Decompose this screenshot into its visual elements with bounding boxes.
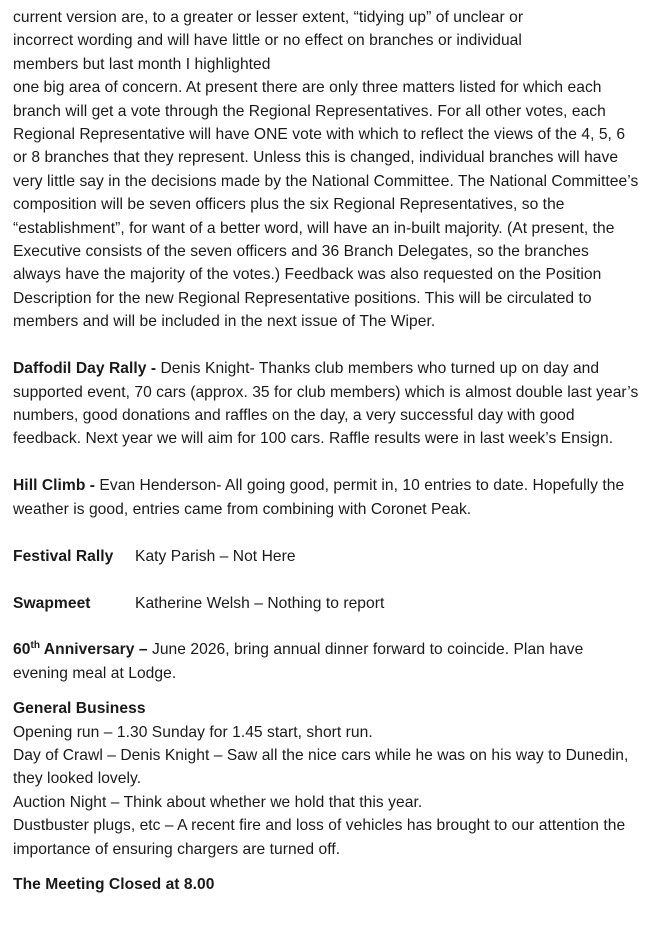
anniversary-ordinal: th — [30, 640, 40, 652]
intro-line-2: incorrect wording and will have little or no effect on branches or individual — [13, 32, 522, 50]
intro-line-3: members but last month I highlighted — [13, 55, 271, 73]
hillclimb-text: Evan Henderson- All going good, permit in, 10 entries to date. Hopefully the weather is good, entries came from combining with Coronet Peak. — [13, 477, 625, 518]
general-item-dustbuster: Dustbuster plugs, etc – A recent fire and loss of vehicles has brought to our attention the importance of ensuring chargers are turned off. — [13, 817, 626, 858]
intro-line-1: current version are, to a greater or lesser extent, “tidying up” of unclear or — [13, 9, 524, 26]
general-item-auction-night: Auction Night – Think about whether we hold that this year. — [13, 793, 423, 811]
anniversary-text: June 2026, bring annual dinner forward to coincide. Plan have evening meal at Lodge. — [13, 641, 584, 682]
festival-section — [13, 545, 639, 568]
general-item-day-of-crawl: Day of Crawl – Denis Knight – Saw all the nice cars while he was on his way to Dunedin, they looked lovely. — [13, 747, 629, 788]
intro-paragraph: one big area of concern. At present there are only three matters listed for which each branch will get a vote through the Regional Representatives. For all other votes, each Regional Representative will have ONE vote with which to reflect the views of the 4, 5, 6 or 8 branches that they represent. Unless this is changed, individual branches will have very little say in the decisions made by the National Committee. The National Committee’s composition will be seven officers plus the six Regional Representatives, so the “establishment”, for want of a better word, will have an in-built majority. (At present, the Executive consists of the seven officers and 36 Branch Delegates, so the branches always have the majority of the votes.) Feedback was also requested on the Position Description for the new Regional Representative positions. This will be circulated to members and will be included in the next issue of The Wiper. — [13, 79, 639, 331]
hillclimb-section — [13, 474, 639, 521]
general-item-opening-run: Opening run – 1.30 Sunday for 1.45 start, short run. — [13, 723, 373, 741]
daffodil-heading: Daffodil Day Rally - — [13, 360, 157, 378]
document-page — [13, 6, 639, 897]
swapmeet-text: Katherine Welsh – Nothing to report — [135, 594, 385, 612]
meeting-closed: The Meeting Closed at 8.00 — [13, 876, 215, 894]
anniversary-section — [13, 638, 639, 685]
daffodil-text: Denis Knight- Thanks club members who turned up on day and supported event, 70 cars (approx. 35 for club members) which is almost double last year’s numbers, good donations and raffles on the day, a very successful day with good feedback. Next year we will aim for 100 cars. Raffle results were in last week’s Ensign. — [13, 360, 639, 448]
general-heading: General Business — [13, 700, 146, 718]
swapmeet-section — [13, 592, 639, 615]
swapmeet-heading: Swapmeet — [13, 594, 91, 612]
festival-heading: Festival Rally — [13, 547, 114, 565]
anniversary-number: 60 — [13, 641, 31, 659]
anniversary-heading-rest: Anniversary – — [40, 641, 148, 659]
hillclimb-heading: Hill Climb - — [13, 477, 96, 495]
daffodil-section — [13, 357, 639, 451]
anniversary-heading — [13, 641, 148, 658]
festival-text: Katy Parish – Not Here — [135, 547, 296, 565]
